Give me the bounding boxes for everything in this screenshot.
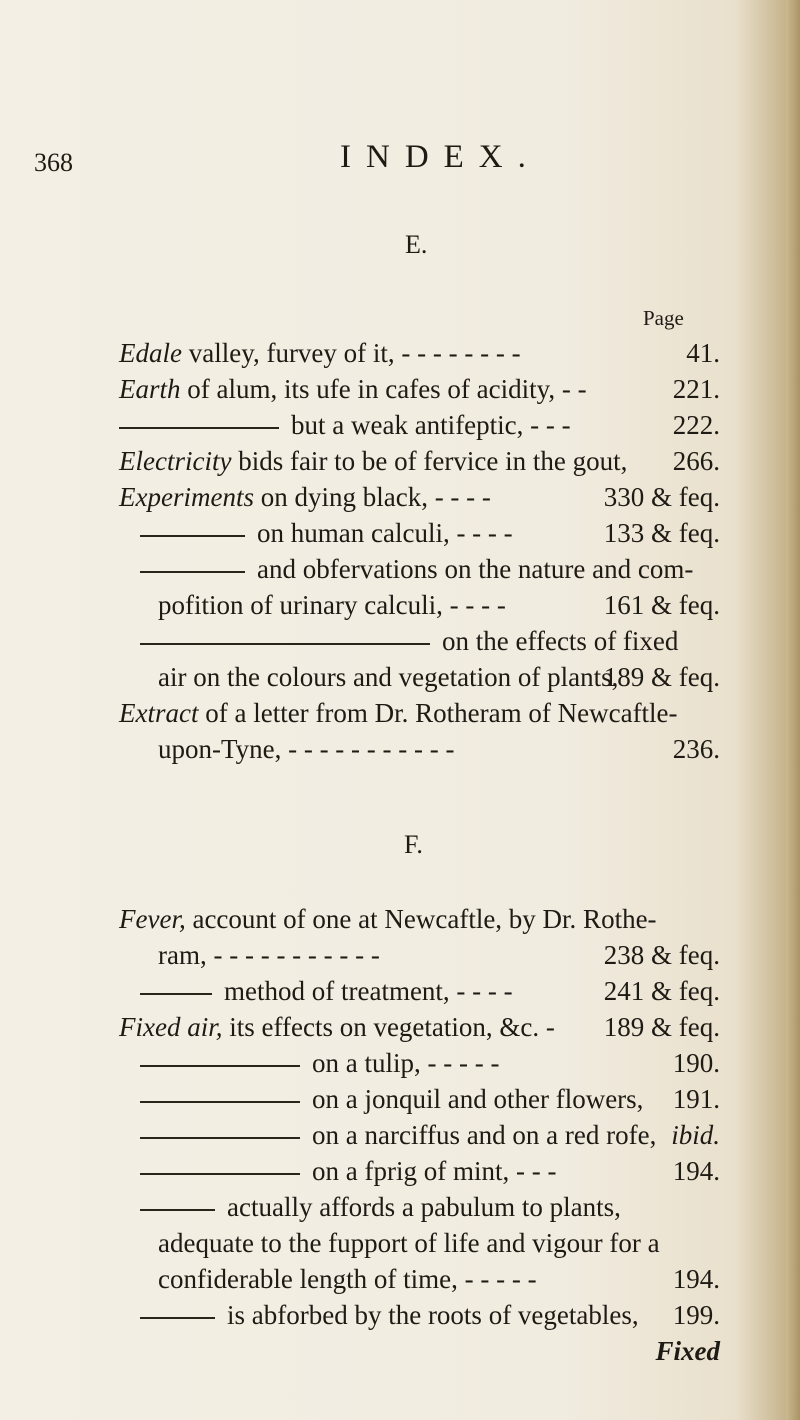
entry-head: Fixed air,	[119, 1012, 223, 1042]
entry-text: is abforbed by the roots of vegetables,	[227, 1300, 639, 1330]
index-entry	[119, 372, 587, 406]
entry-head: Experiments	[119, 482, 254, 512]
entry-page: 189 & feq.	[603, 1012, 720, 1042]
ditto-rule	[140, 643, 430, 645]
entry-head: Earth	[119, 374, 181, 404]
ditto-rule	[140, 1101, 300, 1103]
entry-page: 238 & feq.	[603, 940, 720, 970]
entry-text: pofition of urinary calculi, - - - -	[158, 590, 506, 620]
entry-text: adequate to the fupport of life and vigour for a	[158, 1228, 660, 1258]
entry-text: on a tulip, - - - - -	[312, 1048, 500, 1078]
entry-text: and obfervations on the nature and com-	[257, 554, 694, 584]
index-entry	[140, 1154, 556, 1188]
index-entry	[119, 480, 491, 514]
entry-page: 221.	[672, 374, 720, 404]
entry-text: of a letter from Dr. Rotheram of Newcaftle-	[198, 698, 678, 728]
entry-page: 194.	[672, 1156, 720, 1186]
index-entry	[140, 516, 513, 550]
entry-page: 194.	[672, 1264, 720, 1294]
ditto-rule	[140, 1173, 300, 1175]
entry-text: valley, furvey of it, - - - - - - - -	[181, 338, 521, 368]
index-entry-continuation	[158, 938, 380, 972]
entry-text: method of treatment, - - - -	[224, 976, 513, 1006]
entry-page: 190.	[672, 1048, 720, 1078]
entry-text: on a jonquil and other flowers,	[312, 1084, 644, 1114]
entry-text: upon-Tyne, - - - - - - - - - - -	[158, 734, 455, 764]
ditto-rule	[140, 1137, 300, 1139]
index-entry	[140, 1118, 656, 1152]
entry-page: 161 & feq.	[603, 590, 720, 620]
entry-page: 191.	[672, 1084, 720, 1114]
index-entry-continuation	[158, 1262, 537, 1296]
entry-page: 241 & feq.	[603, 976, 720, 1006]
page-number: 368	[34, 148, 73, 177]
ditto-rule	[140, 1317, 215, 1319]
entry-text: its effects on vegetation, &c. -	[222, 1012, 555, 1042]
entry-page: 266.	[672, 446, 720, 476]
entry-text: confiderable length of time, - - - - -	[158, 1264, 537, 1294]
entry-head: Fever,	[119, 904, 186, 934]
entry-text: on a fprig of mint, - - -	[312, 1156, 557, 1186]
entry-text: actually affords a pabulum to plants,	[227, 1192, 621, 1222]
index-entry	[140, 1298, 639, 1332]
index-entry	[140, 552, 693, 586]
entry-page: ibid.	[671, 1120, 720, 1150]
page-edge	[786, 0, 800, 1420]
entry-text: on human calculi, - - - -	[257, 518, 513, 548]
entry-text: on the effects of fixed	[442, 626, 679, 656]
index-entry	[119, 696, 678, 730]
entry-text: bids fair to be of fervice in the gout,	[231, 446, 628, 476]
entry-page: 41.	[686, 338, 720, 368]
running-title: INDEX.	[340, 139, 541, 175]
index-entry	[119, 444, 627, 478]
entry-text: ram, - - - - - - - - - - -	[158, 940, 380, 970]
entry-head: Extract	[119, 698, 199, 728]
index-entry-continuation	[158, 588, 506, 622]
ditto-rule	[119, 427, 279, 429]
entry-page: 189 & feq.	[603, 662, 720, 692]
entry-page: 330 & feq.	[603, 482, 720, 512]
index-entry	[119, 408, 571, 442]
index-entry	[119, 1010, 555, 1044]
index-entry	[119, 336, 521, 370]
ditto-rule	[140, 1209, 215, 1211]
ditto-rule	[140, 1065, 300, 1067]
ditto-rule	[140, 535, 245, 537]
entry-head: Electricity	[119, 446, 232, 476]
entry-text: on a narciffus and on a red rofe,	[312, 1120, 657, 1150]
ditto-rule	[140, 993, 212, 995]
index-entry	[119, 902, 657, 936]
entry-text: air on the colours and vegetation of plants,	[158, 662, 619, 692]
index-entry-continuation	[158, 660, 618, 694]
index-entry	[140, 974, 513, 1008]
index-entry	[140, 1190, 621, 1224]
index-entry	[140, 624, 678, 658]
entry-page: 133 & feq.	[603, 518, 720, 548]
index-entry-continuation	[158, 732, 455, 766]
entry-text: account of one at Newcaftle, by Dr. Rothe-	[185, 904, 657, 934]
entry-page: 236.	[672, 734, 720, 764]
entry-text: on dying black, - - - -	[253, 482, 491, 512]
catchword: Fixed	[655, 1336, 720, 1366]
entry-text: but a weak antifeptic, - - -	[291, 410, 571, 440]
section-letter-e: E.	[405, 230, 428, 259]
page-column-label: Page	[643, 306, 684, 330]
entry-page: 199.	[672, 1300, 720, 1330]
index-entry	[140, 1082, 643, 1116]
entry-text: of alum, its ufe in cafes of acidity, - -	[180, 374, 587, 404]
entry-head: Edale	[119, 338, 182, 368]
ditto-rule	[140, 571, 245, 573]
section-letter-f: F.	[404, 830, 423, 859]
index-entry	[140, 1046, 499, 1080]
index-entry-continuation	[158, 1226, 660, 1260]
entry-page: 222.	[672, 410, 720, 440]
